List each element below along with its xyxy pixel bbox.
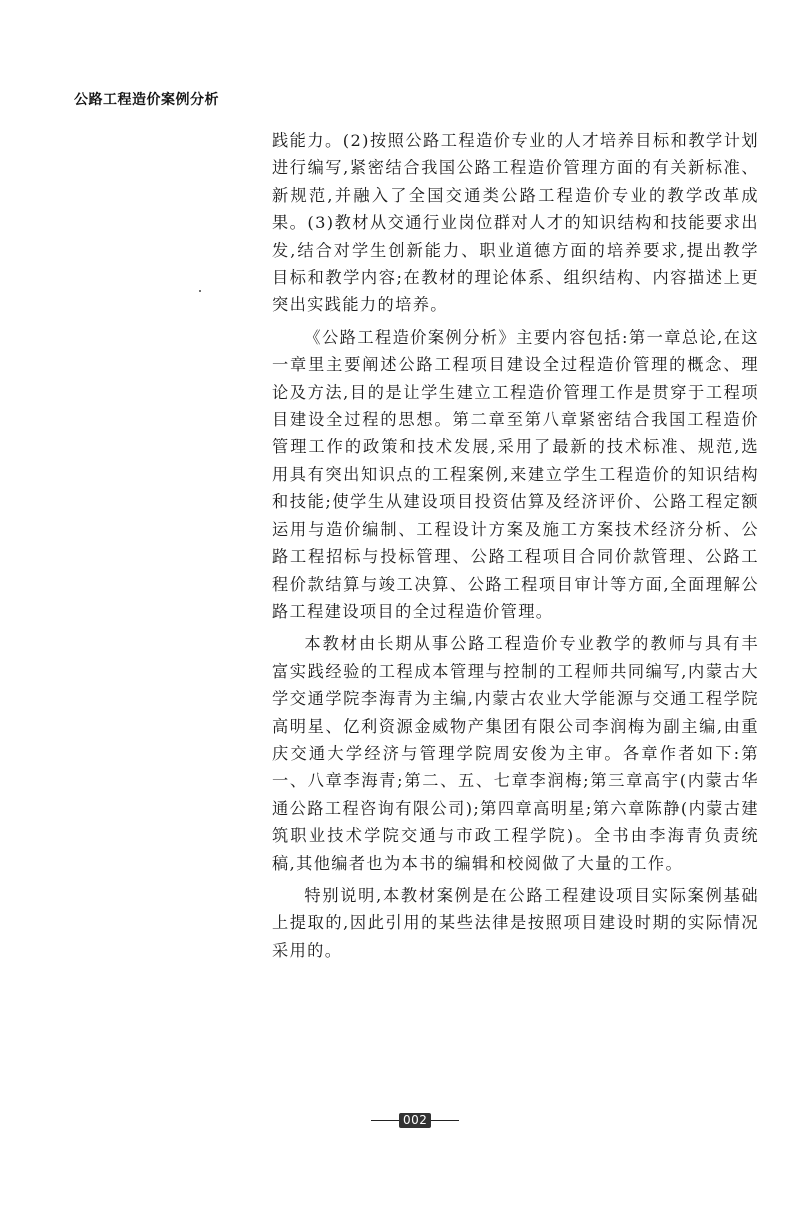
paragraph-content-summary: 《公路工程造价案例分析》主要内容包括:第一章总论,在这一章里主要阐述公路工程项目建设全过程造价管理的概念、理论及方法,目的是让学生建立工程造价管理工作是贯穿于工程项目建设全过程的思想。第二章至第八章紧密结合我国工程造价管理工作的政策和技术发展,采用了最新的技术标准、规范,选用具有突出知识点的工程案例,来建立学生工程造价的知识结构和技能;使学生从建设项目投资估算及经济评价、公路工程定额运用与造价编制、工程设计方案及施工方案技术经济分析、公路工程招标与投标管理、公路工程项目合同价款管理、公路工程价款结算与竣工决算、公路工程项目审计等方面,全面理解公路工程建设项目的全过程造价管理。: [272, 327, 759, 621]
page-number-rule-left: [371, 1120, 399, 1122]
page-number-rule-right: [431, 1120, 459, 1122]
paragraph-authors: 本教材由长期从事公路工程造价专业教学的教师与具有丰富实践经验的工程成本管理与控制的工程师共同编写,内蒙古大学交通学院李海青为主编,内蒙古农业大学能源与交通工程学院高明星、亿利资源金威物产集团有限公司李润梅为副主编,由重庆交通大学经济与管理学院周安俊为主审。各章作者如下:第一、八章李海青;第二、五、七章李润梅;第三章高宇(内蒙古华通公路工程咨询有限公司);第四章高明星;第六章陈静(内蒙古建筑职业技术学院交通与市政工程学院)。全书由李海青负责统稿,其他编者也为本书的编辑和校阅做了大量的工作。: [272, 634, 759, 873]
page-number-value: 002: [399, 1113, 431, 1128]
paragraph-special-note: 特别说明,本教材案例是在公路工程建设项目实际案例基础上提取的,因此引用的某些法律是按照项目建设时期的实际情况采用的。: [272, 885, 759, 960]
running-head-title: 公路工程造价案例分析: [74, 92, 219, 108]
body-text: [272, 127, 759, 964]
scan-speck: [199, 290, 201, 292]
page-number: [371, 1113, 459, 1128]
paragraph-continuation: 践能力。(2)按照公路工程造价专业的人才培养目标和教学计划进行编写,紧密结合我国公路工程造价管理方面的有关新标准、新规范,并融入了全国交通类公路工程造价专业的教学改革成果。(3)教材从交通行业岗位群对人才的知识结构和技能要求出发,结合对学生创新能力、职业道德方面的培养要求,提出教学目标和教学内容;在教材的理论体系、组织结构、内容描述上更突出实践能力的培养。: [272, 131, 759, 315]
